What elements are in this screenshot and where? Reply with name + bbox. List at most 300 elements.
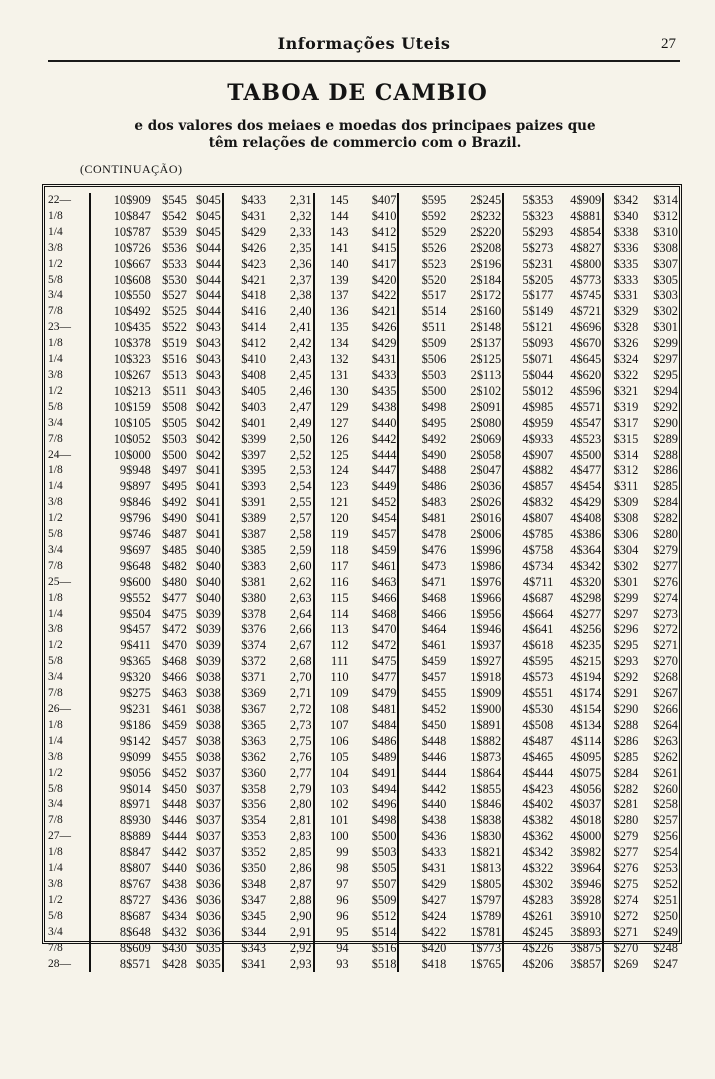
value-cell: $511 (162, 383, 187, 398)
value-cell: 10$726 (113, 240, 151, 255)
value-cell: $271 (613, 924, 639, 939)
value-cell: $038 (188, 670, 223, 686)
value-cell: $431 (421, 861, 447, 876)
rate-cell: 3/4 (46, 797, 90, 813)
value-cell: $358 (241, 781, 267, 796)
value-cell: $041 (188, 495, 223, 511)
value-cell: 3$893 (554, 925, 603, 941)
value-cell: $477 (350, 670, 399, 686)
value-cell: $335 (613, 256, 639, 271)
value-cell: $035 (188, 941, 223, 957)
value-cell: 2,46 (267, 384, 314, 400)
value-cell: $494 (350, 782, 399, 798)
value-cell: $433 (350, 368, 399, 384)
value-cell: 2,41 (267, 320, 314, 336)
value-cell: 2$006 (447, 527, 503, 543)
value-cell: $455 (421, 686, 447, 701)
table-row (46, 304, 679, 320)
value-cell: 2,66 (267, 622, 314, 638)
value-cell: $389 (241, 511, 267, 526)
value-cell: $444 (421, 765, 447, 780)
value-cell: 5$205 (522, 272, 554, 287)
page-title: TABOA DE CAMBIO (227, 80, 488, 106)
value-cell: $317 (613, 415, 639, 430)
value-cell: $496 (350, 797, 399, 813)
value-cell: $420 (421, 940, 447, 955)
value-cell: $511 (422, 320, 447, 335)
value-cell: 2,77 (267, 766, 314, 782)
value-cell: $459 (421, 654, 447, 669)
value-cell: $333 (613, 272, 639, 287)
value-cell: 1$813 (447, 861, 503, 877)
value-cell: 4$320 (554, 575, 603, 591)
rate-cell: 1/2 (46, 511, 90, 527)
value-cell: $429 (241, 224, 267, 239)
value-cell: $338 (613, 224, 639, 239)
value-cell: 2,49 (267, 416, 314, 432)
value-cell: 8$687 (119, 908, 151, 923)
value-cell: $475 (350, 654, 399, 670)
value-cell: $280 (653, 527, 678, 542)
value-cell: 4$075 (554, 766, 603, 782)
value-cell: 124 (330, 463, 349, 478)
value-cell: 2,42 (267, 336, 314, 352)
value-cell: 2,72 (267, 702, 314, 718)
value-cell: 8$767 (119, 876, 151, 891)
value-cell: $363 (241, 733, 267, 748)
value-cell: 1$873 (447, 750, 503, 766)
rate-cell: 1/4 (46, 479, 90, 495)
value-cell: 9$697 (119, 542, 151, 557)
value-cell: $478 (421, 527, 447, 542)
value-cell: $442 (421, 781, 447, 796)
value-cell: $356 (241, 797, 267, 812)
value-cell: 5$273 (522, 240, 554, 255)
value-cell: $272 (613, 908, 639, 923)
value-cell: $464 (421, 622, 447, 637)
value-cell: $247 (653, 956, 678, 971)
value-cell: $522 (162, 320, 187, 335)
value-cell: 4$573 (522, 670, 554, 685)
value-cell: $039 (188, 607, 223, 623)
value-cell: 1$891 (447, 718, 503, 734)
value-cell: 5$353 (522, 193, 554, 207)
value-cell: $426 (241, 240, 267, 255)
value-cell: 2$160 (447, 304, 503, 320)
rate-cell: 26— (46, 702, 90, 718)
value-cell: 3$964 (554, 861, 603, 877)
value-cell: 9$320 (119, 670, 151, 685)
value-cell: $036 (188, 909, 223, 925)
rate-cell: 3/4 (46, 416, 90, 432)
value-cell: $340 (613, 208, 639, 223)
value-cell: $331 (613, 288, 639, 303)
value-cell: 125 (330, 447, 349, 462)
value-cell: 4$206 (522, 956, 554, 971)
value-cell: $274 (613, 892, 639, 907)
value-cell: $489 (350, 750, 399, 766)
value-cell: $374 (241, 638, 267, 653)
value-cell: 9$457 (119, 622, 151, 637)
value-cell: $328 (613, 320, 639, 335)
value-cell: $503 (421, 367, 447, 382)
value-cell: 4$571 (554, 400, 603, 416)
value-cell: 2,70 (267, 670, 314, 686)
value-cell: $251 (653, 892, 678, 907)
value-cell: 4$595 (522, 654, 554, 669)
value-cell: 2,59 (267, 543, 314, 559)
rate-cell: 1/8 (46, 718, 90, 734)
value-cell: $042 (188, 448, 223, 464)
value-cell: 2$026 (447, 495, 503, 511)
value-cell: 10$909 (113, 193, 151, 207)
value-cell: 4$477 (554, 463, 603, 479)
value-cell: $503 (162, 431, 187, 446)
value-cell: 2$125 (447, 352, 503, 368)
value-cell: $403 (241, 399, 267, 414)
value-cell: $281 (613, 797, 639, 812)
rate-cell: 1/2 (46, 766, 90, 782)
table-row (46, 575, 679, 591)
value-cell: 2,31 (267, 193, 314, 209)
value-cell: $412 (350, 225, 399, 241)
value-cell: $472 (162, 622, 187, 637)
value-cell: 2,80 (267, 797, 314, 813)
value-cell: 2,63 (267, 591, 314, 607)
value-cell: 8$727 (119, 892, 151, 907)
value-cell: $362 (241, 749, 267, 764)
value-cell: $436 (421, 829, 447, 844)
rate-cell: 7/8 (46, 686, 90, 702)
value-cell: $037 (188, 797, 223, 813)
value-cell: 4$322 (522, 861, 554, 876)
value-cell: $423 (241, 256, 267, 271)
value-cell: 2,36 (267, 257, 314, 273)
value-cell: $418 (421, 956, 447, 971)
value-cell: $324 (613, 352, 639, 367)
value-cell: 2,60 (267, 559, 314, 575)
value-cell: 10$267 (113, 367, 151, 382)
rate-cell: 1/4 (46, 352, 90, 368)
value-cell: 132 (330, 352, 349, 367)
value-cell: 1$909 (447, 686, 503, 702)
value-cell: 98 (336, 861, 349, 876)
value-cell: $408 (241, 367, 267, 382)
value-cell: 1$864 (447, 766, 503, 782)
value-cell: 4$547 (554, 416, 603, 432)
value-cell: $492 (421, 431, 447, 446)
rate-cell: 3/4 (46, 288, 90, 304)
value-cell: 4$758 (522, 542, 554, 557)
value-cell: 3$982 (554, 845, 603, 861)
value-cell: 9$411 (120, 638, 151, 653)
value-cell: $036 (188, 877, 223, 893)
value-cell: 10$667 (113, 256, 151, 271)
value-cell: 96 (336, 908, 349, 923)
table-row (46, 193, 679, 209)
value-cell: 4$056 (554, 782, 603, 798)
value-cell: $038 (188, 702, 223, 718)
value-cell: $452 (162, 765, 187, 780)
value-cell: 1$996 (447, 543, 503, 559)
value-cell: 5$231 (522, 256, 554, 271)
table-row (46, 750, 679, 766)
value-cell: $430 (162, 940, 187, 955)
table-row (46, 527, 679, 543)
value-cell: $248 (653, 940, 678, 955)
value-cell: 4$261 (522, 908, 554, 923)
value-cell: $432 (162, 924, 187, 939)
value-cell: 9$365 (119, 654, 151, 669)
table-row (46, 416, 679, 432)
table-row (46, 909, 679, 925)
value-cell: $468 (162, 654, 187, 669)
value-cell: 3$875 (554, 941, 603, 957)
value-cell: $500 (162, 447, 187, 462)
value-cell: $461 (421, 638, 447, 653)
value-cell: $285 (613, 749, 639, 764)
value-cell: $036 (188, 893, 223, 909)
table-row (46, 209, 679, 225)
value-cell: 2,55 (267, 495, 314, 511)
value-cell: 1$773 (447, 941, 503, 957)
value-cell: 4$000 (554, 829, 603, 845)
value-cell: 113 (330, 622, 349, 637)
value-cell: $314 (653, 193, 678, 207)
value-cell: 120 (330, 511, 349, 526)
rate-cell: 7/8 (46, 813, 90, 829)
value-cell: $481 (350, 702, 399, 718)
value-cell: 1$838 (447, 813, 503, 829)
table-row (46, 957, 679, 973)
value-cell: 8$807 (119, 861, 151, 876)
value-cell: $282 (653, 511, 678, 526)
rate-cell: 28— (46, 957, 90, 973)
value-cell: $307 (653, 256, 678, 271)
value-cell: $310 (653, 224, 678, 239)
value-cell: 9$552 (119, 590, 151, 605)
value-cell: $480 (162, 574, 187, 589)
table-row (46, 225, 679, 241)
value-cell: 5$177 (522, 288, 554, 303)
value-cell: 2,33 (267, 225, 314, 241)
value-cell: $261 (653, 765, 678, 780)
rate-cell: 3/4 (46, 543, 90, 559)
value-cell: $495 (162, 479, 187, 494)
value-cell: $336 (613, 240, 639, 255)
value-cell: $421 (241, 272, 267, 287)
value-cell: 3$857 (554, 957, 603, 973)
value-cell: 1$946 (447, 622, 503, 638)
value-cell: 4$664 (522, 606, 554, 621)
value-cell: $344 (241, 924, 267, 939)
value-cell: 101 (330, 813, 349, 828)
value-cell: 2$184 (447, 273, 503, 289)
value-cell: 99 (336, 845, 349, 860)
value-cell: $038 (188, 734, 223, 750)
value-cell: 8$971 (119, 797, 151, 812)
value-cell: $472 (350, 638, 399, 654)
table-row (46, 241, 679, 257)
value-cell: $284 (613, 765, 639, 780)
value-cell: $498 (350, 813, 399, 829)
value-cell: $041 (188, 479, 223, 495)
value-cell: $508 (162, 399, 187, 414)
value-cell: 2,88 (267, 893, 314, 909)
value-cell: 1$781 (447, 925, 503, 941)
value-cell: $249 (653, 924, 678, 939)
value-cell: 136 (330, 304, 349, 319)
value-cell: $043 (188, 384, 223, 400)
value-cell: $488 (421, 463, 447, 478)
value-cell: $481 (421, 511, 447, 526)
value-cell: $353 (241, 829, 267, 844)
table-row (46, 607, 679, 623)
value-cell: $385 (241, 542, 267, 557)
value-cell: $498 (421, 399, 447, 414)
value-cell: $297 (653, 352, 678, 367)
value-cell: $288 (653, 447, 678, 462)
value-cell: 2,79 (267, 782, 314, 798)
value-cell: 4$454 (554, 479, 603, 495)
value-cell: 2,76 (267, 750, 314, 766)
value-cell: $044 (188, 304, 223, 320)
value-cell: 4$670 (554, 336, 603, 352)
value-cell: 106 (330, 733, 349, 748)
value-cell: $433 (241, 193, 267, 207)
table-row (46, 336, 679, 352)
table-row (46, 273, 679, 289)
value-cell: $436 (162, 892, 187, 907)
value-cell: $267 (653, 686, 678, 701)
value-cell: $383 (241, 558, 267, 573)
value-cell: $042 (188, 416, 223, 432)
value-cell: 2,71 (267, 686, 314, 702)
value-cell: $345 (241, 908, 267, 923)
rate-cell: 5/8 (46, 273, 90, 289)
value-cell: 9$056 (119, 765, 151, 780)
rate-cell: 3/4 (46, 925, 90, 941)
value-cell: 2$232 (447, 209, 503, 225)
value-cell: $450 (421, 717, 447, 732)
value-cell: 10$608 (113, 272, 151, 287)
value-cell: 10$492 (113, 304, 151, 319)
table-row (46, 320, 679, 336)
value-cell: 1$882 (447, 734, 503, 750)
value-cell: 4$857 (522, 479, 554, 494)
value-cell: $475 (162, 606, 187, 621)
table-row (46, 829, 679, 845)
value-cell: $477 (162, 590, 187, 605)
value-cell: $273 (653, 606, 678, 621)
value-cell: $302 (613, 558, 639, 573)
value-cell: 4$907 (522, 447, 554, 462)
value-cell: $381 (241, 574, 267, 589)
value-cell: 115 (330, 590, 349, 605)
value-cell: 4$342 (554, 559, 603, 575)
value-cell: 2,58 (267, 527, 314, 543)
value-cell: $421 (350, 304, 399, 320)
value-cell: $490 (421, 447, 447, 462)
value-cell: $275 (613, 876, 639, 891)
value-cell: 1$976 (447, 575, 503, 591)
value-cell: $529 (421, 224, 447, 239)
value-cell: 2,45 (267, 368, 314, 384)
subtitle (60, 118, 670, 152)
value-cell: 2,93 (267, 957, 314, 973)
value-cell: 111 (330, 654, 349, 669)
value-cell: 119 (330, 527, 349, 542)
value-cell: $257 (653, 813, 678, 828)
value-cell: $256 (653, 829, 678, 844)
value-cell: 8$847 (119, 845, 151, 860)
value-cell: $043 (188, 352, 223, 368)
value-cell: 4$909 (554, 193, 603, 209)
value-cell: $516 (162, 352, 187, 367)
value-cell: $433 (421, 845, 447, 860)
value-cell: $302 (653, 304, 678, 319)
value-cell: 2$047 (447, 463, 503, 479)
value-cell: 95 (336, 924, 349, 939)
value-cell: 2,35 (267, 241, 314, 257)
value-cell: $293 (613, 654, 639, 669)
value-cell: 145 (330, 193, 349, 207)
rate-cell: 1/8 (46, 209, 90, 225)
value-cell: $509 (350, 893, 399, 909)
value-cell: $422 (421, 924, 447, 939)
value-cell: 108 (330, 702, 349, 716)
value-cell: 4$235 (554, 638, 603, 654)
value-cell: 2,87 (267, 877, 314, 893)
table-row (46, 893, 679, 909)
value-cell: $044 (188, 288, 223, 304)
table-row (46, 734, 679, 750)
value-cell: $491 (350, 766, 399, 782)
value-cell: 2$069 (447, 432, 503, 448)
value-cell: $306 (613, 527, 639, 542)
table-row (46, 479, 679, 495)
rate-cell: 1/8 (46, 463, 90, 479)
value-cell: $296 (613, 622, 639, 637)
value-cell: 102 (330, 797, 349, 812)
value-cell: $545 (162, 193, 187, 207)
value-cell: $484 (350, 718, 399, 734)
value-cell: 10$550 (113, 288, 151, 303)
value-cell: 109 (330, 686, 349, 701)
value-cell: 4$408 (554, 511, 603, 527)
value-cell: $442 (162, 845, 187, 860)
value-cell: $395 (241, 463, 267, 478)
value-cell: $514 (421, 304, 447, 319)
table-row (46, 400, 679, 416)
value-cell: $271 (653, 638, 678, 653)
value-cell: $401 (241, 415, 267, 430)
rate-cell: 7/8 (46, 559, 90, 575)
value-cell: $277 (653, 558, 678, 573)
value-cell: 5$093 (522, 336, 554, 351)
table-row (46, 797, 679, 813)
value-cell: 4$696 (554, 320, 603, 336)
value-cell: $372 (241, 654, 267, 669)
table-row (46, 622, 679, 638)
value-cell: $476 (421, 542, 447, 557)
value-cell: $454 (350, 511, 399, 527)
value-cell: $500 (421, 383, 447, 398)
value-cell: 4$298 (554, 591, 603, 607)
value-cell: $315 (613, 431, 639, 446)
value-cell: $044 (188, 257, 223, 273)
value-cell: $326 (613, 336, 639, 351)
